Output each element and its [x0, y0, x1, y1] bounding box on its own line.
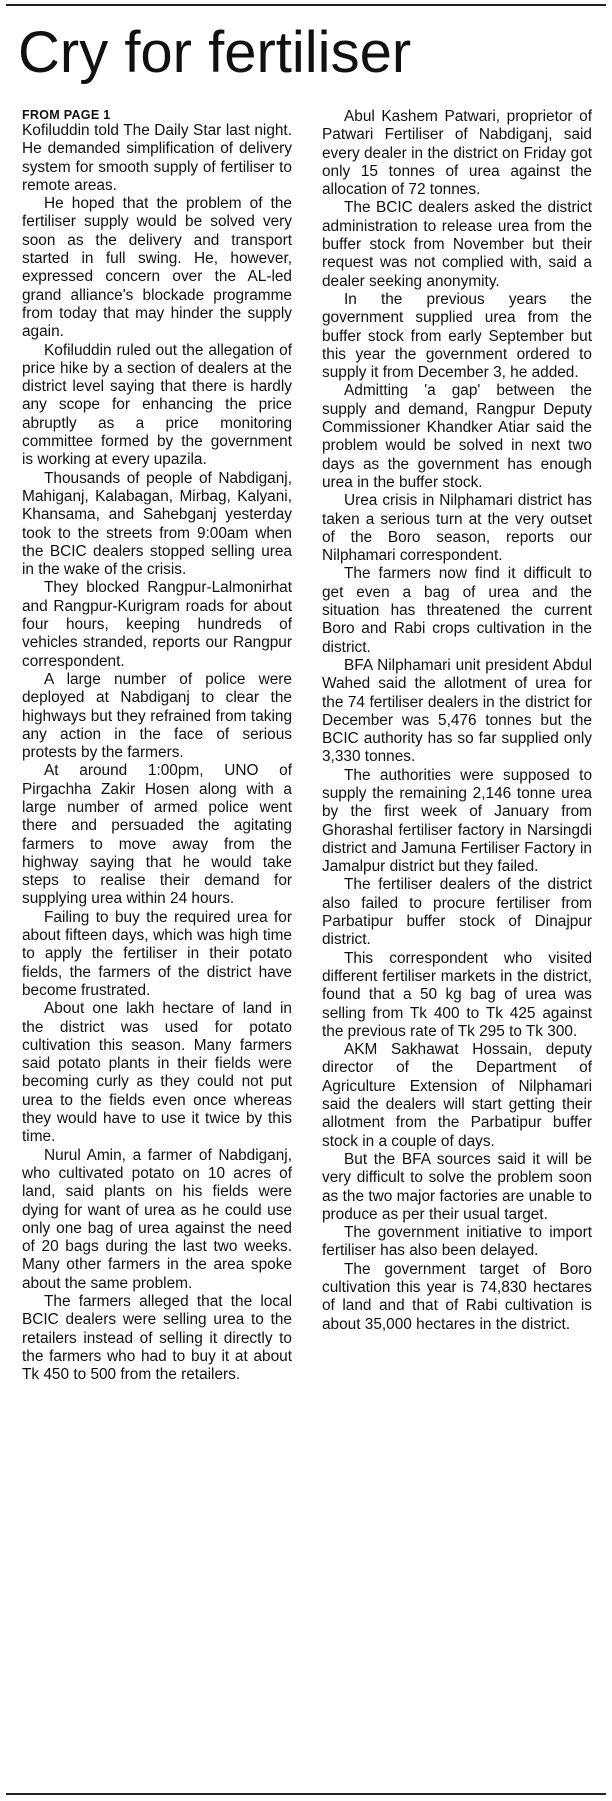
paragraph: Kofiluddin told The Daily Star last night. He demanded simplification of delivery system for smooth supply of fertiliser to remote areas. [22, 122, 292, 194]
paragraph: The government target of Boro cultivation this year is 74,830 hectares of land and that of Rabi cultivation is about 35,000 hectares in the district. [322, 1260, 592, 1333]
paragraph: This correspondent who visited different fertiliser markets in the district, found that a 50 kg bag of urea was selling from Tk 400 to Tk 425 against the previous rate of Tk 295 to Tk 300. [322, 949, 592, 1040]
paragraph: The authorities were supposed to supply the remaining 2,146 tonne urea by the first week of January from Ghorashal fertiliser factory in Narsingdi district and Jamuna Fertiliser Factory in Jamalpur district but they failed. [322, 766, 592, 876]
paragraph: The BCIC dealers asked the district administration to release urea from the buffer stock from November but their request was not complied with, said a dealer seeking anonymity. [322, 199, 592, 290]
paragraph: A large number of police were deployed at Nabdiganj to clear the highways but they refrained from taking any action in the face of serious protests by the farmers. [22, 670, 292, 762]
headline: Cry for fertiliser [18, 20, 412, 85]
paragraph: But the BFA sources said it will be very difficult to solve the problem soon as the two major factories are unable to produce as per their usual target. [322, 1150, 592, 1223]
paragraph: The fertiliser dealers of the district also failed to procure fertiliser from Parbatipur buffer stock of Dinajpur district. [322, 876, 592, 949]
paragraph: Nurul Amin, a farmer of Nabdiganj, who cultivated potato on 10 acres of land, said plants on his fields were dying for want of urea as he could use only one bag of urea against the need of 20 bags during the last two weeks. Many other farmers in the area spoke about the same problem. [22, 1146, 292, 1292]
paragraph: Failing to buy the required urea for about fifteen days, which was high time to apply the fertiliser in their potato fields, the farmers of the district have become frustrated. [22, 908, 292, 999]
paragraph: BFA Nilphamari unit president Abdul Wahed said the allotment of urea for the 74 fertiliser dealers in the district for December was 5,476 tonnes but the BCIC authority has so far supplied only 3,330 tonnes. [322, 656, 592, 766]
paragraph: Thousands of people of Nabdiganj, Mahiganj, Kalabagan, Mirbag, Kalyani, Khansama, and Sahebganj yesterday took to the streets from 9:00am when the BCIC dealers stopped selling urea in the wake of the crisis. [22, 469, 292, 579]
paragraph: About one lakh hectare of land in the district was used for potato cultivation this season. Many farmers said potato plants in their fields were becoming curly as they could not put urea to the fields even once whereas they would have to use it twice by this time. [22, 1000, 292, 1146]
paragraph: Urea crisis in Nilphamari district has taken a serious turn at the very outset of the Boro season, reports our Nilphamari correspondent. [322, 492, 592, 565]
top-rule [6, 4, 606, 6]
paragraph: He hoped that the problem of the fertiliser supply would be solved very soon as the delivery and transport started in full swing. He, however, expressed concern over the AL-led grand alliance's blockade programme from today that may hinder the supply again. [22, 195, 292, 341]
left-column [22, 108, 292, 1384]
paragraph: Kofiluddin ruled out the allegation of price hike by a section of dealers at the district level saying that there is hardly any scope for enhancing the price abruptly as a price monitoring committee formed by the government is working at every upazila. [22, 341, 292, 469]
right-column [322, 108, 592, 1334]
paragraph: They blocked Rangpur-Lalmonirhat and Rangpur-Kurigram roads for about four hours, keeping hundreds of vehicles stranded, reports our Rangpur correspondent. [22, 579, 292, 670]
article-body [22, 108, 592, 1780]
paragraph: In the previous years the government supplied urea from the buffer stock from early September but this year the government ordered to supply it from December 3, he added. [322, 290, 592, 382]
paragraph: Abul Kashem Patwari, proprietor of Patwari Fertiliser of Nabdiganj, said every dealer in the district on Friday got only 15 tonnes of urea against the allocation of 72 tonnes. [322, 108, 592, 199]
continuation-kicker: FROM PAGE 1 [22, 108, 111, 122]
paragraph: At around 1:00pm, UNO of Pirgachha Zakir Hosen along with a large number of armed police went there and persuaded the agitating farmers to move away from the highway saying that he would take steps to realise their demand for supplying urea within 24 hours. [22, 762, 292, 908]
paragraph: Admitting 'a gap' between the supply and demand, Rangpur Deputy Commissioner Khandker Atiar said the problem would be solved in next two days as the government has enough urea in the buffer stock. [322, 382, 592, 491]
paragraph: The government initiative to import fertiliser has also been delayed. [322, 1224, 592, 1260]
paragraph: The farmers now find it difficult to get even a bag of urea and the situation has threatened the current Boro and Rabi crops cultivation in the district. [322, 565, 592, 656]
paragraph: The farmers alleged that the local BCIC dealers were selling urea to the retailers instead of selling it directly to the farmers who had to buy it at about Tk 450 to 500 from the retailers. [22, 1293, 292, 1384]
paragraph: AKM Sakhawat Hossain, deputy director of the Department of Agriculture Extension of Nilphamari said the dealers will start getting their allotment from the Parbatipur buffer stock in a couple of days. [322, 1041, 592, 1150]
bottom-rule [6, 1793, 606, 1795]
